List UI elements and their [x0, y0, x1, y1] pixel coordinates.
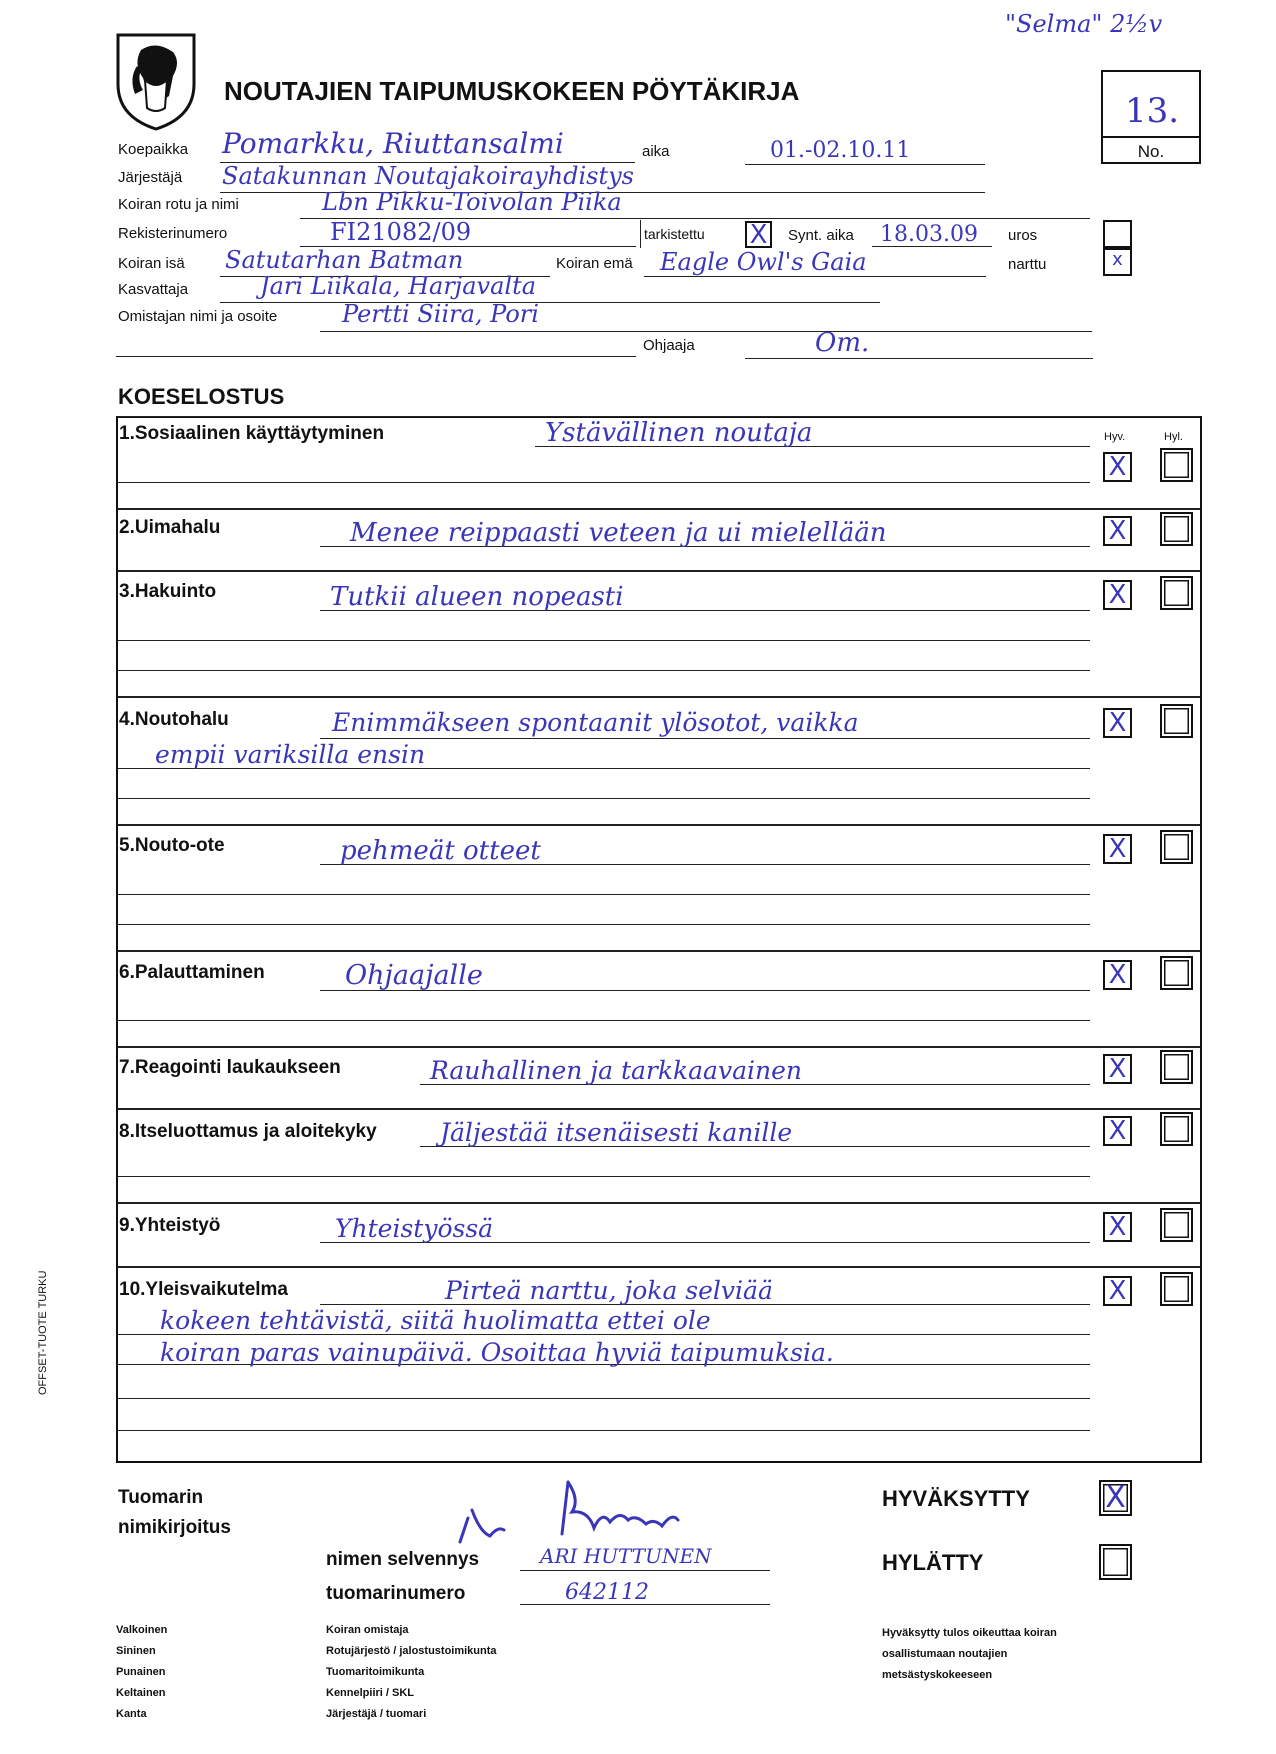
narttu-label: narttu — [1008, 256, 1047, 273]
section-text-6-line-1[interactable]: Ohjaajalle — [345, 960, 483, 991]
section-1-hyv-checkbox[interactable]: X — [1103, 452, 1132, 482]
section-2-hyv-checkbox[interactable]: X — [1103, 516, 1132, 546]
section-label-4: 4.Noutohalu — [119, 709, 229, 730]
tarkistettu-checkbox[interactable]: X — [745, 221, 772, 248]
section-text-10-line-3[interactable]: koiran paras vainupäivä. Osoittaa hyviä taipumuksia. — [160, 1338, 834, 1367]
section-label-2: 2.Uimahalu — [119, 517, 221, 538]
number-label: No. — [1137, 142, 1165, 161]
section-label-6: 6.Palauttaminen — [119, 962, 265, 983]
copy-recipient-4: Kennelpiiri / SKL — [326, 1687, 415, 1699]
section-text-2-line-1[interactable]: Menee reippaasti veteen ja ui mielellään — [350, 518, 887, 548]
nimen-selvennys-label: nimen selvennys — [326, 1549, 480, 1570]
section-10-hyv-checkbox[interactable]: X — [1103, 1276, 1132, 1306]
section-9-hyl-checkbox[interactable] — [1160, 1208, 1193, 1242]
col-hyl-header: Hyl. — [1164, 431, 1183, 443]
section-label-3: 3.Hakuinto — [119, 581, 217, 602]
section-text-8-line-1[interactable]: Jäljestää itsenäisesti kanille — [440, 1118, 793, 1147]
copy-color-4: Keltainen — [116, 1687, 166, 1699]
koepaikka-value[interactable]: Pomarkku, Riuttansalmi — [222, 127, 564, 160]
rekisteri-value[interactable]: FI21082/09 — [330, 218, 472, 246]
footer-note-3: metsästyskokeeseen — [882, 1669, 993, 1681]
section-text-10-line-1[interactable]: Pirteä narttu, joka selviää — [445, 1276, 773, 1305]
synt-label: Synt. aika — [788, 227, 854, 244]
section-8-hyl-checkbox[interactable] — [1160, 1112, 1193, 1146]
section-label-9: 9.Yhteistyö — [119, 1215, 221, 1236]
section-label-7: 7.Reagointi laukaukseen — [119, 1057, 341, 1078]
ema-value[interactable]: Eagle Owl's Gaia — [660, 248, 867, 276]
top-note: "Selma" 2½v — [1005, 10, 1163, 38]
protocol-number: 13. — [1125, 91, 1180, 131]
tarkistettu-area — [640, 220, 774, 248]
synt-value[interactable]: 18.03.09 — [880, 222, 978, 247]
section-7-hyl-checkbox[interactable] — [1160, 1050, 1193, 1084]
copy-color-5: Kanta — [116, 1708, 147, 1720]
section-3-hyl-checkbox[interactable] — [1160, 576, 1193, 610]
copy-color-2: Sininen — [116, 1645, 156, 1657]
copy-recipient-1: Koiran omistaja — [326, 1624, 409, 1636]
section-label-8: 8.Itseluottamus ja aloitekyky — [119, 1121, 377, 1142]
section-text-1-line-1[interactable]: Ystävällinen noutaja — [545, 418, 813, 448]
printer-side-text: OFFSET-TUOTE TURKU — [37, 1270, 49, 1395]
hylatty-checkbox[interactable] — [1099, 1544, 1132, 1580]
tuomarinumero-value[interactable]: 642112 — [565, 1580, 649, 1605]
section-7-hyv-checkbox[interactable]: X — [1103, 1054, 1132, 1084]
rekisteri-label: Rekisterinumero — [118, 225, 228, 242]
section-5-hyl-checkbox[interactable] — [1160, 830, 1193, 864]
hyvaksytty-checkbox[interactable]: X — [1099, 1480, 1132, 1516]
section-3-hyv-checkbox[interactable]: X — [1103, 580, 1132, 610]
section-label-1: 1.Sosiaalinen käyttäytyminen — [119, 423, 385, 444]
number-box — [1101, 70, 1201, 164]
section-6-hyl-checkbox[interactable] — [1160, 956, 1193, 990]
uros-label: uros — [1008, 227, 1038, 244]
kasvattaja-label: Kasvattaja — [118, 281, 189, 298]
ohjaaja-value[interactable]: Om. — [815, 328, 870, 358]
isa-value[interactable]: Satutarhan Batman — [225, 246, 464, 274]
uros-checkbox[interactable] — [1103, 220, 1132, 248]
footer-note-2: osallistumaan noutajien — [882, 1648, 1008, 1660]
ohjaaja-label: Ohjaaja — [643, 337, 695, 354]
section-label-5: 5.Nouto-ote — [119, 835, 225, 856]
section-5-hyv-checkbox[interactable]: X — [1103, 834, 1132, 864]
section-2-hyl-checkbox[interactable] — [1160, 512, 1193, 546]
hylatty-label: HYLÄTTY — [882, 1550, 984, 1575]
section-text-4-line-2[interactable]: empii variksilla ensin — [155, 740, 426, 769]
isa-label: Koiran isä — [118, 255, 185, 272]
signature-label-1: Tuomarin — [118, 1487, 204, 1508]
judge-signature[interactable] — [450, 1470, 720, 1550]
section-4-hyv-checkbox[interactable]: X — [1103, 708, 1132, 738]
omistaja-value[interactable]: Pertti Siira, Pori — [342, 300, 539, 328]
copy-color-3: Punainen — [116, 1666, 166, 1678]
rotu-value[interactable]: Lbn Pikku-Toivolan Piika — [322, 188, 622, 216]
footer-note-1: Hyväksytty tulos oikeuttaa koiran — [882, 1627, 1057, 1639]
narttu-checkbox[interactable]: x — [1103, 248, 1132, 276]
omistaja-label: Omistajan nimi ja osoite — [118, 308, 278, 325]
copy-recipient-2: Rotujärjestö / jalostustoimikunta — [326, 1645, 497, 1657]
tuomarinumero-label: tuomarinumero — [326, 1583, 466, 1604]
section-6-hyv-checkbox[interactable]: X — [1103, 960, 1132, 990]
copy-color-1: Valkoinen — [116, 1624, 168, 1636]
aika-value[interactable]: 01.-02.10.11 — [770, 138, 911, 163]
aika-label: aika — [642, 143, 670, 160]
section-10-hyl-checkbox[interactable] — [1160, 1272, 1193, 1306]
page-title: NOUTAJIEN TAIPUMUSKOKEEN PÖYTÄKIRJA — [224, 76, 800, 106]
section-8-hyv-checkbox[interactable]: X — [1103, 1116, 1132, 1146]
kasvattaja-value[interactable]: Jari Liikala, Harjavalta — [260, 272, 537, 300]
section-text-5-line-1[interactable]: pehmeät otteet — [340, 836, 541, 866]
jarjestaja-label: Järjestäjä — [118, 169, 183, 186]
section-1-hyl-checkbox[interactable] — [1160, 448, 1193, 482]
copy-recipient-3: Tuomaritoimikunta — [326, 1666, 425, 1678]
tarkistettu-label: tarkistettu — [644, 226, 705, 242]
col-hyv-header: Hyv. — [1104, 431, 1126, 443]
retriever-dog-logo-icon — [115, 32, 197, 132]
section-text-10-line-2[interactable]: kokeen tehtävistä, siitä huolimatta ettei ole — [160, 1306, 711, 1335]
jarjestaja-value[interactable]: Satakunnan Noutajakoirayhdistys — [222, 162, 634, 190]
nimen-selvennys-value[interactable]: ARI HUTTUNEN — [540, 1544, 712, 1568]
koeselostus-title: KOESELOSTUS — [118, 384, 285, 409]
section-4-hyl-checkbox[interactable] — [1160, 704, 1193, 738]
koepaikka-label: Koepaikka — [118, 141, 189, 158]
section-text-3-line-1[interactable]: Tutkii alueen nopeasti — [330, 582, 624, 612]
section-label-10: 10.Yleisvaikutelma — [119, 1279, 288, 1300]
hyvaksytty-label: HYVÄKSYTTY — [882, 1486, 1030, 1511]
section-text-7-line-1[interactable]: Rauhallinen ja tarkkaavainen — [430, 1056, 802, 1085]
section-text-9-line-1[interactable]: Yhteistyössä — [335, 1214, 494, 1243]
copy-recipient-5: Järjestäjä / tuomari — [326, 1708, 427, 1720]
section-9-hyv-checkbox[interactable]: X — [1103, 1212, 1132, 1242]
rotu-label: Koiran rotu ja nimi — [118, 196, 239, 213]
section-text-4-line-1[interactable]: Enimmäkseen spontaanit ylösotot, vaikka — [332, 708, 859, 737]
signature-label-2: nimikirjoitus — [118, 1517, 231, 1538]
ema-label: Koiran emä — [556, 255, 633, 272]
